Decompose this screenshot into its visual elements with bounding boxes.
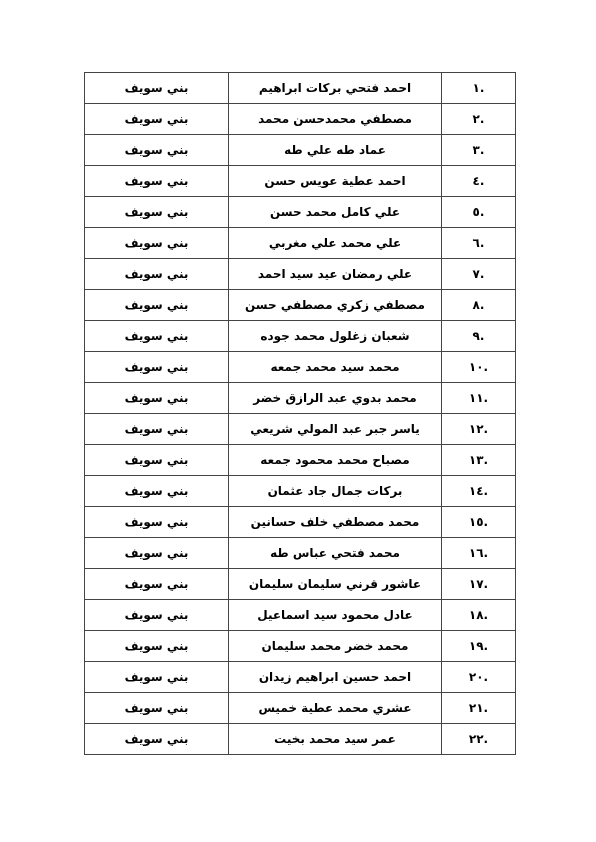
person-name: عماد طه علي طه xyxy=(229,135,442,166)
row-number: .٥ xyxy=(442,197,516,228)
city-name: بني سويف xyxy=(85,73,229,104)
city-name: بني سويف xyxy=(85,476,229,507)
person-name: محمد بدوي عبد الرازق خضر xyxy=(229,383,442,414)
table-row xyxy=(85,445,516,476)
person-name: محمد سيد محمد جمعه xyxy=(229,352,442,383)
row-number: .٤ xyxy=(442,166,516,197)
person-name: عمر سيد محمد بخيت xyxy=(229,724,442,755)
row-number: .١٩ xyxy=(442,631,516,662)
city-name: بني سويف xyxy=(85,569,229,600)
city-name: بني سويف xyxy=(85,104,229,135)
city-name: بني سويف xyxy=(85,693,229,724)
city-name: بني سويف xyxy=(85,507,229,538)
table-row xyxy=(85,662,516,693)
person-name: عشري محمد عطية خميس xyxy=(229,693,442,724)
person-name: علي محمد علي مغربي xyxy=(229,228,442,259)
city-name: بني سويف xyxy=(85,290,229,321)
table-row xyxy=(85,259,516,290)
city-name: بني سويف xyxy=(85,135,229,166)
person-name: احمد حسين ابراهيم زيدان xyxy=(229,662,442,693)
table-row xyxy=(85,631,516,662)
person-name: شعبان زغلول محمد جوده xyxy=(229,321,442,352)
row-number: .١٦ xyxy=(442,538,516,569)
city-name: بني سويف xyxy=(85,662,229,693)
person-name: احمد فتحي بركات ابراهيم xyxy=(229,73,442,104)
person-name: بركات جمال جاد عثمان xyxy=(229,476,442,507)
person-name: مصطفي محمدحسن محمد xyxy=(229,104,442,135)
table-row xyxy=(85,321,516,352)
city-name: بني سويف xyxy=(85,197,229,228)
names-table xyxy=(84,72,516,755)
city-name: بني سويف xyxy=(85,383,229,414)
table-row xyxy=(85,383,516,414)
city-name: بني سويف xyxy=(85,631,229,662)
city-name: بني سويف xyxy=(85,321,229,352)
table-row xyxy=(85,197,516,228)
row-number: .٣ xyxy=(442,135,516,166)
table-row xyxy=(85,104,516,135)
table-row xyxy=(85,290,516,321)
city-name: بني سويف xyxy=(85,228,229,259)
row-number: .٢٠ xyxy=(442,662,516,693)
row-number: .١٧ xyxy=(442,569,516,600)
table-row xyxy=(85,693,516,724)
row-number: .١٠ xyxy=(442,352,516,383)
table-row xyxy=(85,600,516,631)
row-number: .١١ xyxy=(442,383,516,414)
table-row xyxy=(85,538,516,569)
city-name: بني سويف xyxy=(85,538,229,569)
row-number: .٢١ xyxy=(442,693,516,724)
row-number: .١٢ xyxy=(442,414,516,445)
table-row xyxy=(85,724,516,755)
person-name: احمد عطية عويس حسن xyxy=(229,166,442,197)
city-name: بني سويف xyxy=(85,445,229,476)
city-name: بني سويف xyxy=(85,166,229,197)
table-row xyxy=(85,352,516,383)
row-number: .٢٢ xyxy=(442,724,516,755)
city-name: بني سويف xyxy=(85,724,229,755)
person-name: محمد مصطفي خلف حسانين xyxy=(229,507,442,538)
table-row xyxy=(85,414,516,445)
row-number: .٧ xyxy=(442,259,516,290)
table-row xyxy=(85,166,516,197)
table-row xyxy=(85,228,516,259)
table-row xyxy=(85,135,516,166)
person-name: ياسر جبر عبد المولي شريعي xyxy=(229,414,442,445)
row-number: .١٤ xyxy=(442,476,516,507)
table-row xyxy=(85,507,516,538)
table-row xyxy=(85,569,516,600)
person-name: محمد خضر محمد سليمان xyxy=(229,631,442,662)
row-number: .٨ xyxy=(442,290,516,321)
city-name: بني سويف xyxy=(85,259,229,290)
row-number: .٩ xyxy=(442,321,516,352)
person-name: محمد فتحي عباس طه xyxy=(229,538,442,569)
row-number: .٢ xyxy=(442,104,516,135)
table-row xyxy=(85,476,516,507)
person-name: علي كامل محمد حسن xyxy=(229,197,442,228)
row-number: .٦ xyxy=(442,228,516,259)
city-name: بني سويف xyxy=(85,414,229,445)
city-name: بني سويف xyxy=(85,600,229,631)
table-row xyxy=(85,73,516,104)
names-table-body xyxy=(85,73,516,755)
row-number: .١٣ xyxy=(442,445,516,476)
person-name: مصطفي زكري مصطفي حسن xyxy=(229,290,442,321)
row-number: .١٥ xyxy=(442,507,516,538)
person-name: عادل محمود سيد اسماعيل xyxy=(229,600,442,631)
person-name: عاشور قرني سليمان سليمان xyxy=(229,569,442,600)
row-number: .١٨ xyxy=(442,600,516,631)
person-name: مصباح محمد محمود جمعه xyxy=(229,445,442,476)
row-number: .١ xyxy=(442,73,516,104)
person-name: علي رمضان عيد سيد احمد xyxy=(229,259,442,290)
city-name: بني سويف xyxy=(85,352,229,383)
